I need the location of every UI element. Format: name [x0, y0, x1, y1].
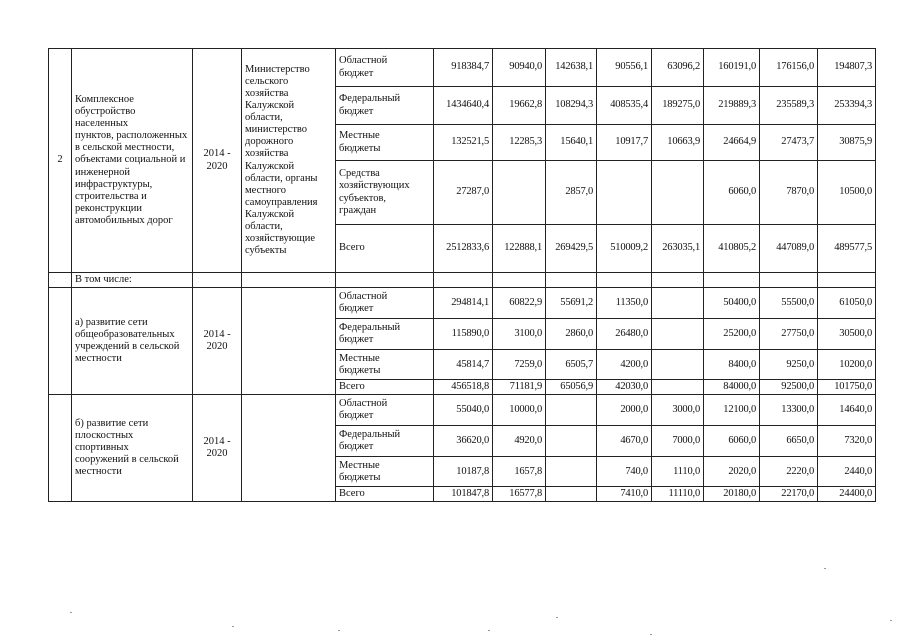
- funding-source: [336, 225, 434, 273]
- program-name-line: объектами социальной и: [75, 154, 186, 166]
- scan-speck: [232, 626, 234, 627]
- amount-cell: 235589,3: [760, 87, 818, 125]
- amount-cell: 63096,2: [652, 49, 704, 87]
- amount-cell: 6505,7: [546, 350, 597, 380]
- amount-cell: 122888,1: [493, 225, 546, 273]
- subheader-label: В том числе:: [72, 273, 193, 288]
- amount-cell: 90556,1: [597, 49, 652, 87]
- amount-cell: 7410,0: [597, 487, 652, 502]
- period-line: 2020: [206, 341, 228, 353]
- funding-source: [336, 395, 434, 426]
- amount-cell: 84000,0: [704, 380, 760, 395]
- funding-source: [336, 487, 434, 502]
- amount-cell: 269429,5: [546, 225, 597, 273]
- amount-cell: 19662,8: [493, 87, 546, 125]
- budget-table: [48, 48, 876, 502]
- amount-cell: 27750,0: [760, 319, 818, 350]
- amount-cell: 456518,8: [434, 380, 493, 395]
- funding-source-line: бюджеты: [339, 142, 381, 154]
- empty-cell: [546, 273, 597, 288]
- amount-cell: 22170,0: [760, 487, 818, 502]
- period-line: 2020: [206, 448, 228, 460]
- amount-cell: 65056,9: [546, 380, 597, 395]
- amount-cell: [652, 161, 704, 225]
- row-number: [49, 288, 72, 395]
- funding-source-line: бюджет: [339, 410, 374, 422]
- amount-cell: 10200,0: [818, 350, 876, 380]
- amount-cell: 108294,3: [546, 87, 597, 125]
- empty-cell: [704, 273, 760, 288]
- funding-source-line: Областной: [339, 398, 388, 410]
- amount-cell: 25200,0: [704, 319, 760, 350]
- scan-speck: [890, 620, 892, 621]
- amount-cell: 176156,0: [760, 49, 818, 87]
- scan-speck: [556, 617, 558, 618]
- amount-cell: [546, 426, 597, 457]
- funding-source-line: Всего: [339, 488, 365, 500]
- amount-cell: 7259,0: [493, 350, 546, 380]
- amount-cell: 36620,0: [434, 426, 493, 457]
- funding-source-line: бюджет: [339, 303, 374, 315]
- amount-cell: 132521,5: [434, 125, 493, 161]
- program-name-line: обустройство населенных: [75, 106, 136, 130]
- amount-cell: 55691,2: [546, 288, 597, 319]
- amount-cell: 55040,0: [434, 395, 493, 426]
- program-name-line: пунктов, расположенных: [75, 130, 188, 142]
- executors-line: области,: [245, 220, 283, 232]
- amount-cell: [652, 350, 704, 380]
- funding-source-line: Всего: [339, 242, 365, 254]
- scan-speck: [824, 568, 826, 569]
- executors-line: Калужской: [245, 100, 295, 112]
- amount-cell: 101847,8: [434, 487, 493, 502]
- scan-speck: [488, 630, 490, 631]
- amount-cell: 20180,0: [704, 487, 760, 502]
- empty-cell: [336, 273, 434, 288]
- funding-source-line: Всего: [339, 381, 365, 393]
- program-name-line: инфраструктуры,: [75, 178, 153, 190]
- executors: [242, 49, 336, 273]
- program-name-line: в сельской местности,: [75, 142, 175, 154]
- funding-source-line: бюджет: [339, 67, 374, 79]
- sub-item-name-line: общеобразовательных: [75, 329, 175, 341]
- funding-source-line: Областной: [339, 55, 388, 67]
- executors-line: области,: [245, 112, 283, 124]
- amount-cell: 92500,0: [760, 380, 818, 395]
- amount-cell: 489577,5: [818, 225, 876, 273]
- amount-cell: 219889,3: [704, 87, 760, 125]
- amount-cell: 45814,7: [434, 350, 493, 380]
- sub-item-name-line: плоскостных спортивных: [75, 430, 134, 454]
- amount-cell: 30875,9: [818, 125, 876, 161]
- period-line: 2020: [206, 160, 228, 172]
- empty-cell: [760, 273, 818, 288]
- amount-cell: 160191,0: [704, 49, 760, 87]
- amount-cell: 16577,8: [493, 487, 546, 502]
- funding-source: [336, 49, 434, 87]
- executors-line: министерство: [245, 124, 308, 136]
- subheader-block: [49, 273, 876, 288]
- sub-item-name: [72, 288, 193, 395]
- executors-line: области, органы: [245, 172, 318, 184]
- period-line: 2014 -: [203, 148, 231, 160]
- amount-cell: 2220,0: [760, 457, 818, 487]
- amount-cell: 55500,0: [760, 288, 818, 319]
- amount-cell: [652, 319, 704, 350]
- amount-cell: 13300,0: [760, 395, 818, 426]
- sub-item-name-line: учреждений в сельской: [75, 341, 180, 353]
- funding-source-line: хозяйствующих: [339, 180, 410, 192]
- amount-cell: 2020,0: [704, 457, 760, 487]
- program-name-line: реконструкции: [75, 202, 143, 214]
- funding-source-line: Местные: [339, 130, 380, 142]
- amount-cell: 2512833,6: [434, 225, 493, 273]
- period: [193, 49, 242, 273]
- amount-cell: 447089,0: [760, 225, 818, 273]
- funding-source-line: Федеральный: [339, 93, 401, 105]
- amount-cell: 8400,0: [704, 350, 760, 380]
- funding-source-line: бюджет: [339, 334, 374, 346]
- executors-line: хозяйства: [245, 148, 289, 160]
- amount-cell: 294814,1: [434, 288, 493, 319]
- amount-cell: [652, 288, 704, 319]
- funding-source: [336, 288, 434, 319]
- funding-source-line: Средства: [339, 168, 380, 180]
- empty-cell: [242, 273, 336, 288]
- amount-cell: 24664,9: [704, 125, 760, 161]
- executors-line: дорожного: [245, 136, 294, 148]
- table-row: [49, 49, 876, 87]
- amount-cell: [652, 380, 704, 395]
- amount-cell: 2000,0: [597, 395, 652, 426]
- amount-cell: 11110,0: [652, 487, 704, 502]
- amount-cell: 408535,4: [597, 87, 652, 125]
- period: [193, 288, 242, 395]
- executors-line: Калужской: [245, 160, 295, 172]
- amount-cell: 26480,0: [597, 319, 652, 350]
- table-row: [49, 273, 876, 288]
- amount-cell: 4670,0: [597, 426, 652, 457]
- amount-cell: 410805,2: [704, 225, 760, 273]
- amount-cell: 27473,7: [760, 125, 818, 161]
- sub-item-name-line: а) развитие сети: [75, 316, 148, 328]
- amount-cell: 71181,9: [493, 380, 546, 395]
- amount-cell: 7320,0: [818, 426, 876, 457]
- empty-cell: [652, 273, 704, 288]
- sub-item-name-line: местности: [75, 353, 122, 365]
- amount-cell: 27287,0: [434, 161, 493, 225]
- amount-cell: 15640,1: [546, 125, 597, 161]
- table-row: [49, 288, 876, 319]
- amount-cell: 189275,0: [652, 87, 704, 125]
- executors-line: Министерство: [245, 64, 310, 75]
- amount-cell: 30500,0: [818, 319, 876, 350]
- sub-item-name-line: местности: [75, 466, 122, 478]
- amount-cell: [597, 161, 652, 225]
- period: [193, 395, 242, 502]
- amount-cell: 24400,0: [818, 487, 876, 502]
- row-number: [49, 395, 72, 502]
- program-name-line: Комплексное: [75, 94, 134, 106]
- sub-item-name: [72, 395, 193, 502]
- funding-source-line: Областной: [339, 291, 388, 302]
- amount-cell: 11350,0: [597, 288, 652, 319]
- funding-source-line: Федеральный: [339, 322, 401, 333]
- amount-cell: 4200,0: [597, 350, 652, 380]
- amount-cell: 60822,9: [493, 288, 546, 319]
- period-line: 2014 -: [203, 329, 231, 341]
- program-name-line: строительства и: [75, 190, 147, 202]
- amount-cell: 740,0: [597, 457, 652, 487]
- scan-speck: [650, 634, 652, 635]
- funding-source: [336, 350, 434, 380]
- period-line: 2014 -: [203, 436, 231, 448]
- amount-cell: 6060,0: [704, 426, 760, 457]
- program-name-line: автомобильных дорог: [75, 214, 173, 226]
- funding-source-line: граждан: [339, 204, 377, 216]
- amount-cell: 510009,2: [597, 225, 652, 273]
- funding-source-line: бюджеты: [339, 471, 381, 483]
- amount-cell: 4920,0: [493, 426, 546, 457]
- funding-source: [336, 380, 434, 395]
- amount-cell: 6650,0: [760, 426, 818, 457]
- program-name: [72, 49, 193, 273]
- scan-speck: [70, 612, 72, 613]
- amount-cell: 14640,0: [818, 395, 876, 426]
- main-program-block: [49, 49, 876, 273]
- funding-source: [336, 87, 434, 125]
- amount-cell: 263035,1: [652, 225, 704, 273]
- sub-item-name-line: сооружений в сельской: [75, 454, 179, 466]
- funding-source: [336, 125, 434, 161]
- amount-cell: 6060,0: [704, 161, 760, 225]
- amount-cell: [546, 395, 597, 426]
- executors-line: сельского: [245, 76, 289, 88]
- funding-source: [336, 319, 434, 350]
- amount-cell: [546, 487, 597, 502]
- row-number: 2: [49, 49, 72, 273]
- funding-source-line: Местные: [339, 459, 380, 471]
- executors: [242, 288, 336, 395]
- amount-cell: 1110,0: [652, 457, 704, 487]
- amount-cell: 10917,7: [597, 125, 652, 161]
- executors-line: местного: [245, 184, 286, 196]
- amount-cell: 10663,9: [652, 125, 704, 161]
- amount-cell: 42030,0: [597, 380, 652, 395]
- funding-source-line: Местные: [339, 352, 380, 364]
- table-row: [49, 395, 876, 426]
- executors-line: Калужской: [245, 208, 295, 220]
- amount-cell: 10500,0: [818, 161, 876, 225]
- amount-cell: 1657,8: [493, 457, 546, 487]
- executors-line: самоуправления: [245, 196, 318, 208]
- amount-cell: 7000,0: [652, 426, 704, 457]
- amount-cell: 3000,0: [652, 395, 704, 426]
- amount-cell: 918384,7: [434, 49, 493, 87]
- funding-source: [336, 426, 434, 457]
- sub-item-a-block: [49, 288, 876, 395]
- funding-source-line: бюджет: [339, 105, 374, 117]
- executors-line: хозяйствующие: [245, 232, 316, 244]
- amount-cell: 2857,0: [546, 161, 597, 225]
- amount-cell: 142638,1: [546, 49, 597, 87]
- funding-source-line: субъектов,: [339, 192, 387, 204]
- sub-item-b-block: [49, 395, 876, 502]
- amount-cell: 7870,0: [760, 161, 818, 225]
- amount-cell: 9250,0: [760, 350, 818, 380]
- amount-cell: 2860,0: [546, 319, 597, 350]
- amount-cell: 12285,3: [493, 125, 546, 161]
- amount-cell: 2440,0: [818, 457, 876, 487]
- amount-cell: 253394,3: [818, 87, 876, 125]
- sub-item-name-line: б) развитие сети: [75, 418, 149, 429]
- amount-cell: 50400,0: [704, 288, 760, 319]
- amount-cell: 101750,0: [818, 380, 876, 395]
- amount-cell: 90940,0: [493, 49, 546, 87]
- amount-cell: 3100,0: [493, 319, 546, 350]
- funding-source: [336, 161, 434, 225]
- empty-cell: [434, 273, 493, 288]
- funding-source-line: бюджеты: [339, 364, 381, 376]
- amount-cell: 115890,0: [434, 319, 493, 350]
- amount-cell: [493, 161, 546, 225]
- funding-source: [336, 457, 434, 487]
- funding-source-line: Федеральный: [339, 429, 401, 441]
- scan-speck: [338, 630, 340, 631]
- amount-cell: 12100,0: [704, 395, 760, 426]
- executors-line: хозяйства: [245, 88, 289, 100]
- executors: [242, 395, 336, 502]
- row-number: [49, 273, 72, 288]
- funding-source-line: бюджет: [339, 441, 374, 453]
- empty-cell: [818, 273, 876, 288]
- empty-cell: [597, 273, 652, 288]
- amount-cell: 1434640,4: [434, 87, 493, 125]
- amount-cell: [546, 457, 597, 487]
- empty-cell: [193, 273, 242, 288]
- executors-line: субъекты: [245, 244, 287, 256]
- empty-cell: [493, 273, 546, 288]
- amount-cell: 194807,3: [818, 49, 876, 87]
- amount-cell: 61050,0: [818, 288, 876, 319]
- program-name-line: инженерной: [75, 166, 131, 178]
- amount-cell: 10187,8: [434, 457, 493, 487]
- amount-cell: 10000,0: [493, 395, 546, 426]
